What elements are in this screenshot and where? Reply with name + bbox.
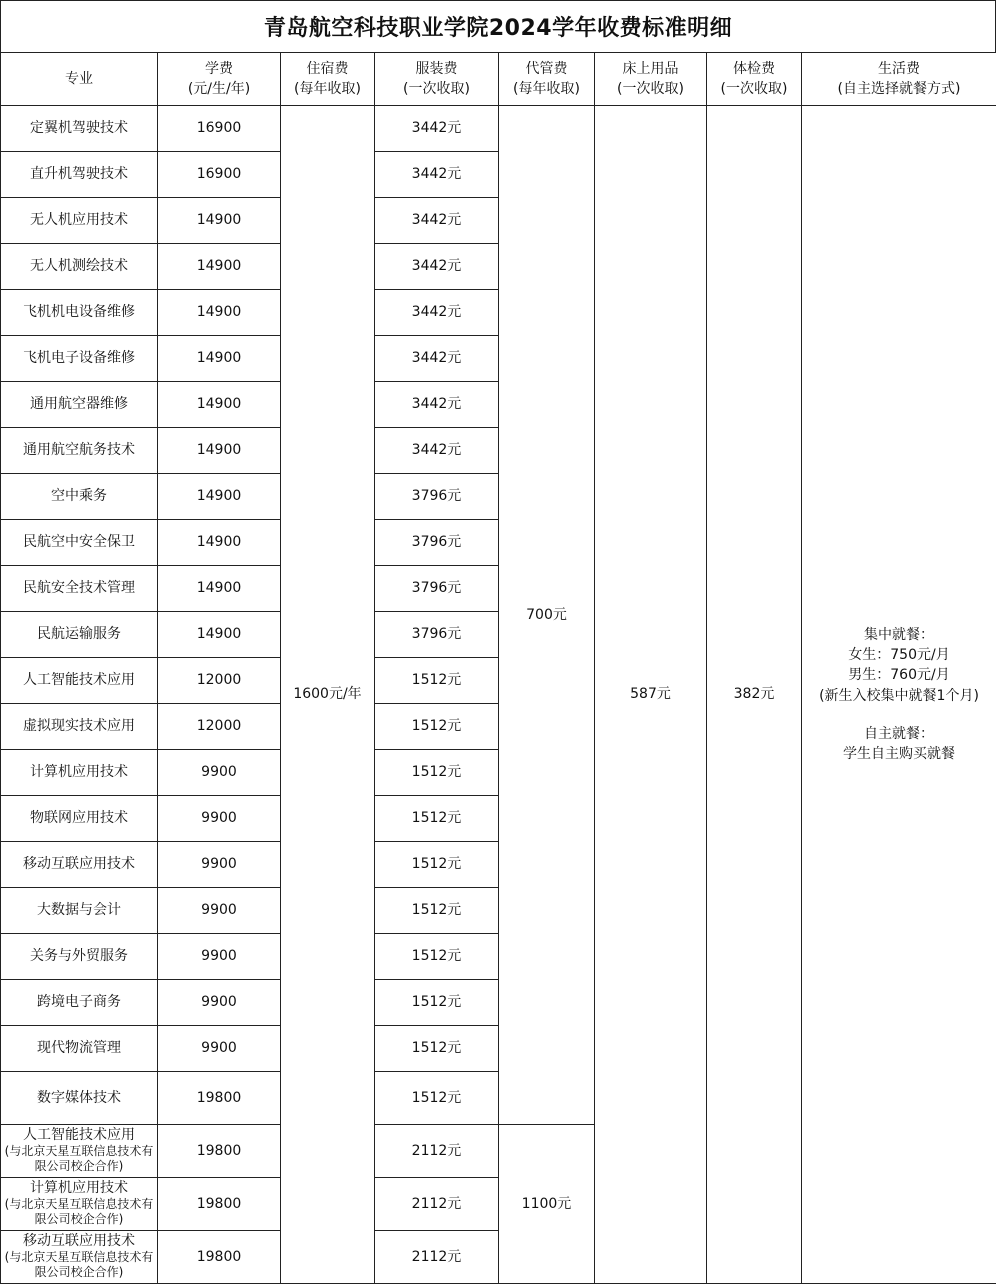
cell-uniform: 2112元 — [375, 1231, 499, 1284]
cell-major: 物联网应用技术 — [1, 796, 158, 842]
cell-uniform: 1512元 — [375, 888, 499, 934]
cell-major: 民航安全技术管理 — [1, 566, 158, 612]
cell-tuition: 16900 — [158, 106, 281, 152]
fee-table — [0, 52, 996, 1284]
header-dorm: 住宿费 (每年收取) — [281, 53, 375, 106]
living-self-desc: 学生自主购买就餐 — [843, 746, 955, 763]
cell-uniform: 3442元 — [375, 244, 499, 290]
header-tuition: 学费 (元/生/年) — [158, 53, 281, 106]
cell-tuition: 14900 — [158, 566, 281, 612]
cell-tuition: 14900 — [158, 382, 281, 428]
cell-tuition: 16900 — [158, 152, 281, 198]
cell-major: 定翼机驾驶技术 — [1, 106, 158, 152]
cell-tuition: 9900 — [158, 1026, 281, 1072]
cell-tuition: 19800 — [158, 1072, 281, 1125]
header-checkup: 体检费 (一次收取) — [707, 53, 802, 106]
cell-agency-standard: 700元 — [499, 106, 595, 1125]
cell-major: 计算机应用技术 — [1, 750, 158, 796]
header-uniform: 服装费 (一次收取) — [375, 53, 499, 106]
header-row — [1, 53, 996, 106]
header-bedding: 床上用品 (一次收取) — [595, 53, 707, 106]
cell-tuition: 14900 — [158, 520, 281, 566]
cell-tuition: 9900 — [158, 934, 281, 980]
cell-tuition: 12000 — [158, 658, 281, 704]
living-freshman-note: (新生入校集中就餐1个月) — [819, 687, 979, 704]
cell-uniform: 1512元 — [375, 934, 499, 980]
cell-uniform: 3442元 — [375, 152, 499, 198]
cell-major-coop: 计算机应用技术 (与北京天星互联信息技术有限公司校企合作) — [1, 1178, 158, 1231]
cell-tuition: 14900 — [158, 198, 281, 244]
table-row — [1, 106, 996, 152]
cell-uniform: 2112元 — [375, 1125, 499, 1178]
cell-major: 无人机测绘技术 — [1, 244, 158, 290]
cell-uniform: 3442元 — [375, 428, 499, 474]
cell-tuition: 9900 — [158, 750, 281, 796]
cell-uniform: 1512元 — [375, 796, 499, 842]
cell-major-coop: 人工智能技术应用 (与北京天星互联信息技术有限公司校企合作) — [1, 1125, 158, 1178]
cell-uniform: 1512元 — [375, 1072, 499, 1125]
cell-major: 飞机机电设备维修 — [1, 290, 158, 336]
cell-major: 无人机应用技术 — [1, 198, 158, 244]
cell-uniform: 1512元 — [375, 980, 499, 1026]
cell-uniform: 3442元 — [375, 290, 499, 336]
cell-uniform: 3442元 — [375, 382, 499, 428]
cell-major: 民航空中安全保卫 — [1, 520, 158, 566]
cell-bedding: 587元 — [595, 106, 707, 1284]
cell-major: 现代物流管理 — [1, 1026, 158, 1072]
cell-tuition: 14900 — [158, 336, 281, 382]
header-major: 专业 — [1, 53, 158, 106]
cell-tuition: 9900 — [158, 888, 281, 934]
cell-tuition: 19800 — [158, 1178, 281, 1231]
cell-tuition: 9900 — [158, 980, 281, 1026]
cell-tuition: 14900 — [158, 612, 281, 658]
cell-tuition: 14900 — [158, 428, 281, 474]
living-self-title: 自主就餐： — [864, 725, 934, 742]
cell-tuition: 14900 — [158, 244, 281, 290]
cell-tuition: 12000 — [158, 704, 281, 750]
cell-uniform: 3442元 — [375, 198, 499, 244]
cell-major: 通用航空器维修 — [1, 382, 158, 428]
cell-uniform: 1512元 — [375, 1026, 499, 1072]
cell-dorm: 1600元/年 — [281, 106, 375, 1284]
cell-major-coop: 移动互联应用技术 (与北京天星互联信息技术有限公司校企合作) — [1, 1231, 158, 1284]
cell-agency-coop: 1100元 — [499, 1125, 595, 1284]
cell-uniform: 3796元 — [375, 474, 499, 520]
cell-uniform: 1512元 — [375, 750, 499, 796]
cell-uniform: 2112元 — [375, 1178, 499, 1231]
cell-major: 空中乘务 — [1, 474, 158, 520]
header-living: 生活费 (自主选择就餐方式) — [802, 53, 996, 106]
living-male: 男生：760元/月 — [848, 667, 950, 684]
cell-major: 移动互联应用技术 — [1, 842, 158, 888]
cell-major: 数字媒体技术 — [1, 1072, 158, 1125]
living-group-title: 集中就餐： — [864, 626, 934, 643]
cell-major: 跨境电子商务 — [1, 980, 158, 1026]
cell-uniform: 3796元 — [375, 566, 499, 612]
cell-checkup: 382元 — [707, 106, 802, 1284]
cell-uniform: 3796元 — [375, 520, 499, 566]
cell-tuition: 14900 — [158, 474, 281, 520]
cell-major: 通用航空航务技术 — [1, 428, 158, 474]
cell-tuition: 19800 — [158, 1231, 281, 1284]
cell-major: 虚拟现实技术应用 — [1, 704, 158, 750]
cell-major: 飞机电子设备维修 — [1, 336, 158, 382]
cell-uniform: 1512元 — [375, 658, 499, 704]
cell-tuition: 19800 — [158, 1125, 281, 1178]
cell-tuition: 9900 — [158, 796, 281, 842]
page-title: 青岛航空科技职业学院2024学年收费标准明细 — [0, 0, 996, 52]
cell-uniform: 1512元 — [375, 842, 499, 888]
cell-uniform: 1512元 — [375, 704, 499, 750]
cell-uniform: 3442元 — [375, 336, 499, 382]
cell-uniform: 3442元 — [375, 106, 499, 152]
cell-major: 关务与外贸服务 — [1, 934, 158, 980]
cell-major: 大数据与会计 — [1, 888, 158, 934]
cell-living — [802, 106, 996, 1284]
cell-tuition: 14900 — [158, 290, 281, 336]
header-agency: 代管费 (每年收取) — [499, 53, 595, 106]
cell-major: 直升机驾驶技术 — [1, 152, 158, 198]
living-female: 女生：750元/月 — [848, 646, 950, 663]
cell-major: 民航运输服务 — [1, 612, 158, 658]
cell-tuition: 9900 — [158, 842, 281, 888]
cell-uniform: 3796元 — [375, 612, 499, 658]
cell-major: 人工智能技术应用 — [1, 658, 158, 704]
